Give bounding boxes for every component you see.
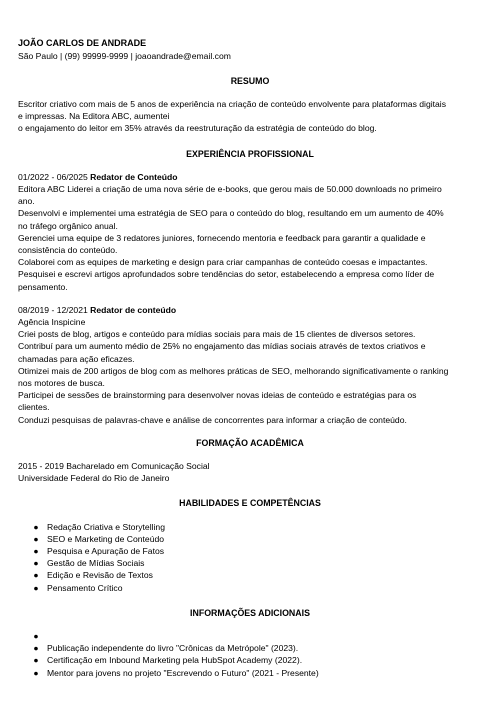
skill-label: Pensamento Crítico (47, 582, 123, 593)
info-label: Publicação independente do livro "Crônicas da Metrópole" (2023). (47, 643, 299, 654)
job-line: Pesquisei e escrevi artigos aprofundados sobre tendências do setor, estabelecendo a empresa como líder de (18, 269, 435, 280)
list-item (33, 533, 482, 545)
contact-info: São Paulo | (99) 99999-9999 | joaoandrade@email.com (18, 50, 231, 61)
bullet-icon: ● (33, 643, 39, 654)
skill-label: Redação Criativa e Storytelling (47, 521, 165, 532)
summary-line: o engajamento do leitor em 35% através da reestruturação da estratégia de conteúdo do blog. (18, 123, 377, 134)
candidate-name: JOÃO CARLOS DE ANDRADE (18, 38, 147, 48)
job-company: Agência Inspicine (18, 316, 86, 327)
skill-label: Gestão de Mídias Sociais (47, 558, 145, 569)
bullet-icon: ● (33, 558, 39, 569)
job-line: Contribuí para um aumento médio de 25% no engajamento das mídias sociais através de textos criativos e (18, 341, 426, 352)
job-entry (18, 304, 482, 426)
job-line: nos motores de busca. (18, 377, 105, 388)
bullet-icon: ● (33, 667, 39, 678)
job-header (18, 171, 482, 183)
bullet-icon: ● (33, 655, 39, 666)
job-line: Conduzi pesquisas de palavras-chave e análise de concorrentes para informar a criação de conteúdo. (18, 414, 407, 425)
list-item (33, 582, 482, 594)
info-label: Mentor para jovens no projeto "Escrevendo o Futuro" (2021 - Presente) (47, 667, 319, 678)
resume-header (18, 37, 482, 62)
job-line: Desenvolvi e implementei uma estratégia de SEO para o conteúdo do blog, resultando em um aumento de 40% (18, 208, 444, 219)
bullet-icon: ● (33, 570, 39, 581)
skill-label: Edição e Revisão de Textos (47, 570, 153, 581)
additional-info-list (18, 630, 482, 679)
job-line: ano. (18, 196, 35, 207)
bullet-icon: ● (33, 533, 39, 544)
job-role: Redator de conteúdo (90, 304, 177, 315)
job-line: Gerenciei uma equipe de 3 redatores juniores, fornecendo mentoria e feedback para garantir a qualidade e (18, 232, 426, 243)
job-line: consistência do conteúdo. (18, 244, 118, 255)
summary-section (18, 98, 482, 135)
bullet-icon: ● (33, 521, 39, 532)
info-label: Certificação em Inbound Marketing pela HubSpot Academy (2022). (47, 655, 303, 666)
bullet-icon: ● (33, 582, 39, 593)
summary-title: RESUMO (230, 75, 270, 86)
summary-line: e impressas. Na Editora ABC, aumentei (18, 111, 170, 122)
job-line: pensamento. (18, 281, 68, 292)
job-line: no tráfego orgânico anual. (18, 220, 118, 231)
job-line: Criei posts de blog, artigos e conteúdo para mídias sociais para mais de 15 clientes de diversos setores. (18, 329, 416, 340)
job-line: Participei de sessões de brainstorming para desenvolver novas ideias de conteúdo e estratégias para os (18, 390, 417, 401)
list-item (33, 557, 482, 569)
job-role: Redator de Conteúdo (90, 171, 178, 182)
list-item (33, 630, 482, 642)
skills-list (18, 521, 482, 594)
job-line: Editora ABC Liderei a criação de uma nova série de e-books, que gerou mais de 50.000 downloads no primeiro (18, 183, 442, 194)
education-section (18, 460, 482, 484)
list-item (33, 545, 482, 557)
job-dates: 01/2022 - 06/2025 (18, 171, 88, 182)
skills-title: HABILIDADES E COMPETÊNCIAS (179, 498, 321, 509)
job-dates: 08/2019 - 12/2021 (18, 304, 88, 315)
skill-label: Pesquisa e Apuração de Fatos (47, 546, 165, 556)
education-title: FORMAÇÃO ACADÊMICA (196, 437, 304, 448)
job-line: clientes. (18, 402, 50, 413)
skill-label: SEO e Marketing de Conteúdo (47, 533, 165, 544)
list-item (33, 654, 482, 666)
additional-info-title: INFORMAÇÕES ADICIONAIS (190, 607, 310, 618)
education-degree: 2015 - 2019 Bacharelado em Comunicação Social (18, 460, 210, 471)
job-line: Otimizei mais de 200 artigos de blog com as melhores práticas de SEO, melhorando significativamente o ranking (18, 365, 449, 376)
experience-title: EXPERIÊNCIA PROFISSIONAL (186, 148, 314, 159)
list-item (33, 569, 482, 581)
job-entry (18, 171, 482, 293)
job-header (18, 304, 482, 316)
list-item (33, 521, 482, 533)
education-institution: Universidade Federal do Rio de Janeiro (18, 473, 170, 484)
summary-line: Escritor criativo com mais de 5 anos de experiência na criação de conteúdo envolvente para plataformas digitais (18, 98, 447, 109)
list-item (33, 642, 482, 654)
bullet-icon: ● (33, 631, 39, 642)
list-item (33, 667, 482, 679)
experience-section (18, 171, 482, 426)
bullet-icon: ● (33, 546, 39, 556)
job-line: chamadas para ação eficazes. (18, 353, 135, 364)
job-line: Colaborei com as equipes de marketing e design para criar campanhas de conteúdo coesas e impactantes. (18, 257, 428, 268)
